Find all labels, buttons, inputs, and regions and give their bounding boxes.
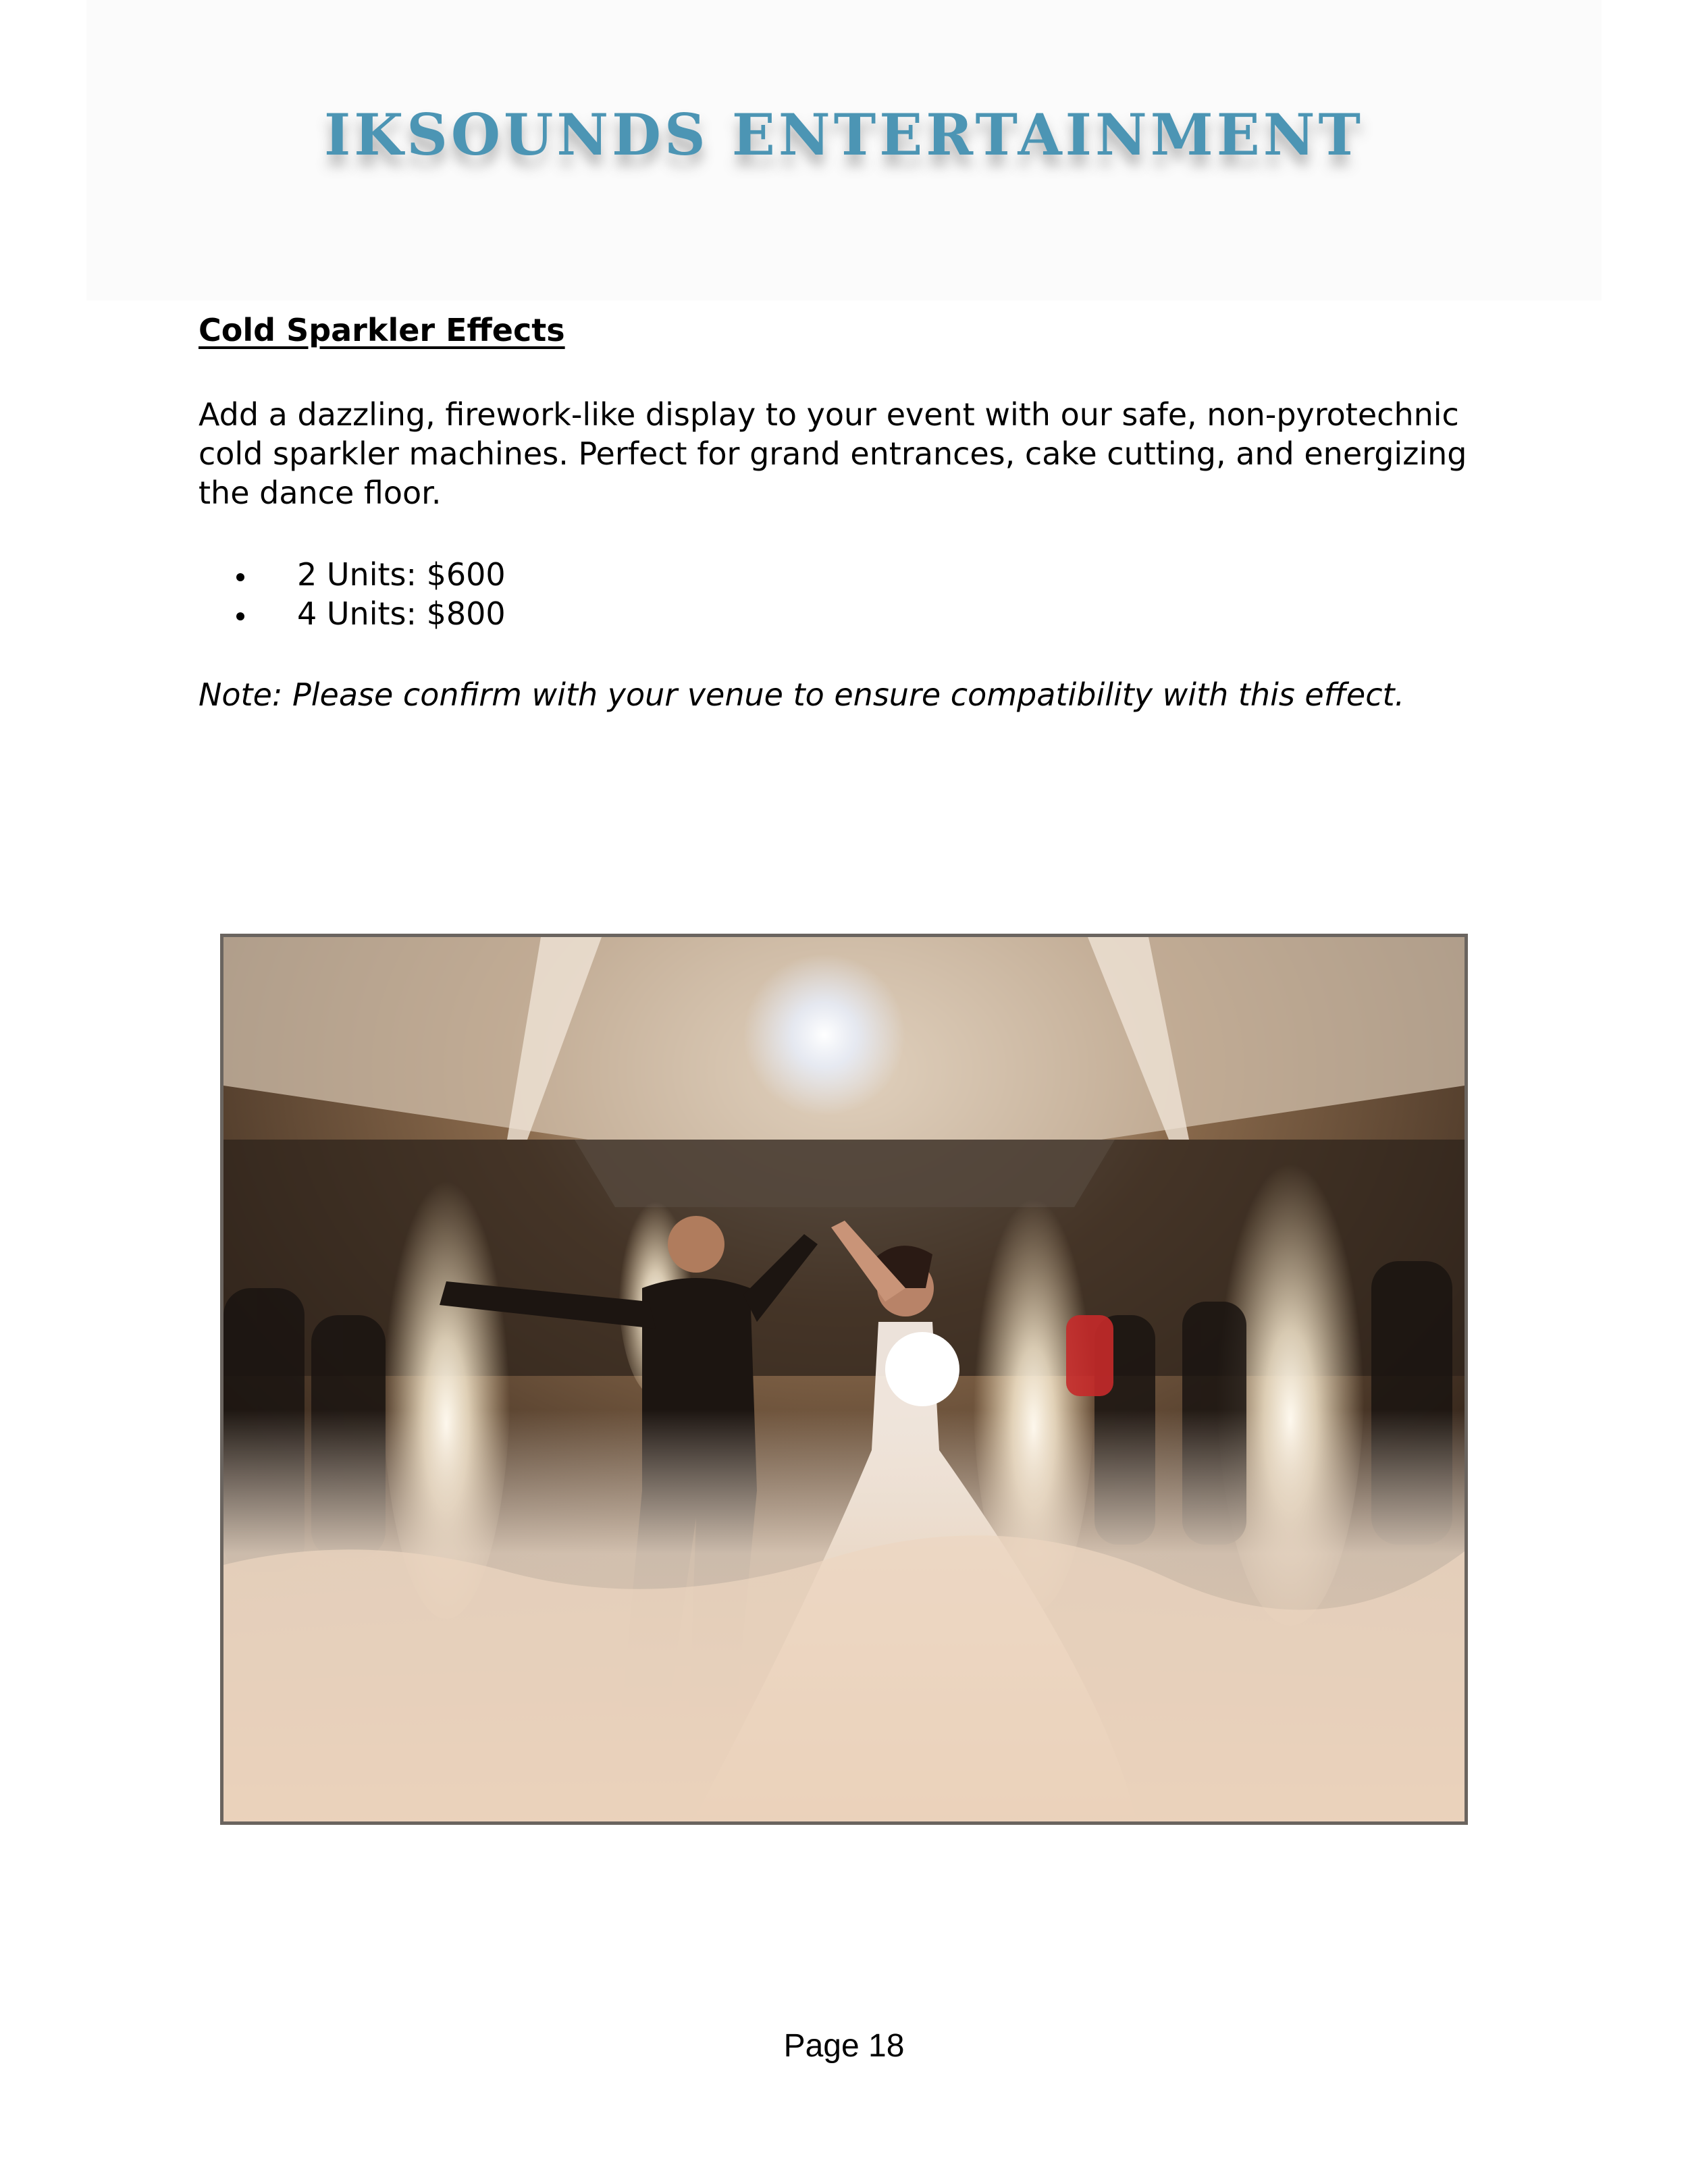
- company-logo: IKSOUNDS ENTERTAINMENT: [323, 101, 1365, 168]
- pricing-item-2-units: 2 Units: $600: [199, 555, 506, 594]
- section-description: Add a dazzling, firework-like display to your event with our safe, non-pyrotechnic cold sparkler machines. Perfect for grand entrances, cake cutting, and energizing the dance floor.: [199, 396, 1467, 511]
- pricing-list: [199, 555, 506, 633]
- venue-note: Note: Please confirm with your venue to ensure compatibility with this effect.: [199, 676, 1405, 713]
- page-number: Page 18: [783, 2028, 905, 2064]
- sparkler-scene-illustration: [223, 937, 1465, 1821]
- section-title: Cold Sparkler Effects: [199, 312, 565, 348]
- pricing-item-4-units: 4 Units: $800: [199, 594, 506, 633]
- wedding-sparkler-photo: [220, 934, 1468, 1825]
- header-band: [86, 0, 1602, 300]
